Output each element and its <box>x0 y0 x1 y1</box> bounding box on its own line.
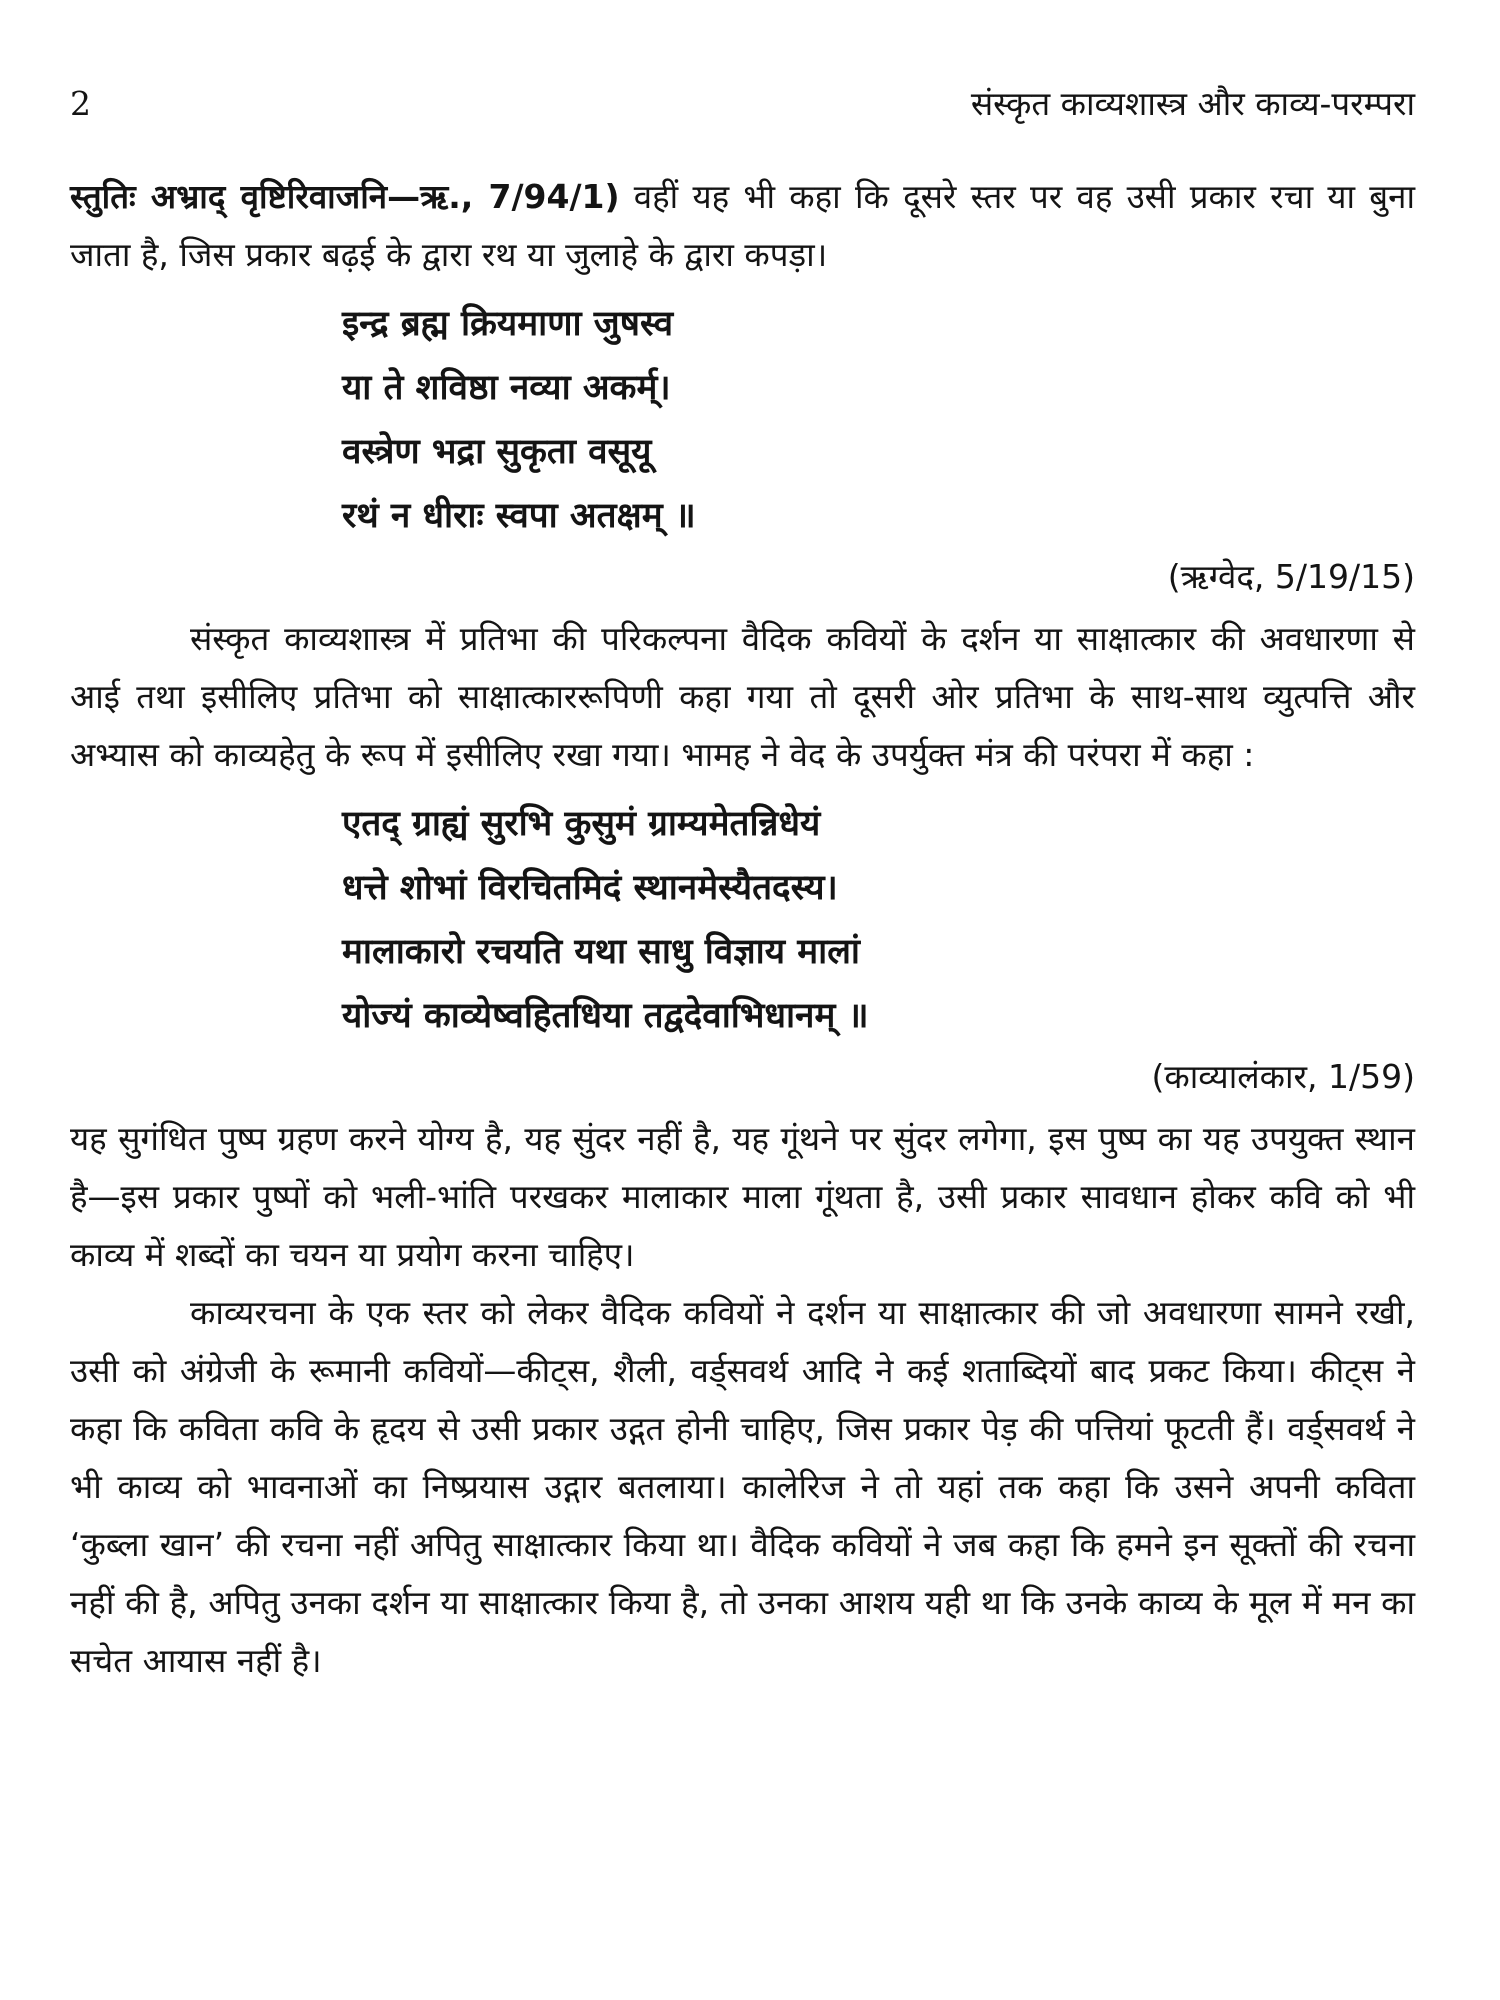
verse-line: धत्ते शोभां विरचितमिदं स्थानमेस्यैतदस्य। <box>342 868 838 908</box>
book-page <box>70 80 1415 1940</box>
paragraph-malakar: यह सुगंधित पुष्प ग्रहण करने योग्य है, यह सुंदर नहीं है, यह गूंथने पर सुंदर लगेगा, इस पुष्प का यह उपयुक्त स्थान है—इस प्रकार पुष्पों को भली-भांति परखकर मालाकार माला गूंथता है, उसी प्रकार सावधान होकर कवि को भी काव्य में शब्दों का चयन या प्रयोग करना चाहिए। <box>70 1119 1415 1274</box>
citation-rigveda: (ऋग्वेद, 5/19/15) <box>1167 557 1415 596</box>
verse-line: योज्यं काव्येष्वहितधिया तद्वदेवाभिधानम् ॥ <box>342 996 869 1036</box>
verse-line: एतद् ग्राह्यं सुरभि कुसुमं ग्राम्यमेतन्निधेयं <box>342 804 821 844</box>
page-header <box>70 80 1415 128</box>
verse-line: इन्द्र ब्रह्म क्रियमाणा जुषस्व <box>342 304 674 344</box>
verse-line: या ते शविष्ठा नव्या अकर्म्। <box>342 368 671 408</box>
intro-paragraph <box>70 168 1415 284</box>
verse-line: रथं न धीराः स्वपा अतक्षम् ॥ <box>342 496 696 536</box>
verse-rigveda <box>70 292 1415 548</box>
paragraph-pratibha: संस्कृत काव्यशास्त्र में प्रतिभा की परिकल्पना वैदिक कवियों के दर्शन या साक्षात्कार की अवधारणा से आई तथा इसीलिए प्रतिभा को साक्षात्काररूपिणी कहा गया तो दूसरी ओर प्रतिभा के साथ-साथ व्युत्पत्ति और अभ्यास को काव्यहेतु के रूप में इसीलिए रखा गया। भामह ने वेद के उपर्युक्त मंत्र की परंपरा में कहा : <box>70 619 1415 774</box>
citation-kavyalankar: (काव्यालंकार, 1/59) <box>1151 1057 1415 1096</box>
page-number: 2 <box>70 84 91 123</box>
intro-text: वहीं यह भी कहा कि दूसरे स्तर पर वह उसी प्रकार रचा या बुना जाता है, जिस प्रकार बढ़ई के द्वारा रथ या जुलाहे के द्वारा कपड़ा। <box>70 177 1416 274</box>
verse-line: वस्त्रेण भद्रा सुकृता वसूयू <box>342 432 652 472</box>
paragraph-romantic-poets: काव्यरचना के एक स्तर को लेकर वैदिक कवियों ने दर्शन या साक्षात्कार की जो अवधारणा सामने रखी, उसी को अंग्रेजी के रूमानी कवियों—कीट्स, शैली, वर्ड्सवर्थ आदि ने कई शताब्दियों बाद प्रकट किया। कीट्स ने कहा कि कविता कवि के हृदय से उसी प्रकार उद्गत होनी चाहिए, जिस प्रकार पेड़ की पत्तियां फूटती हैं। वर्ड्सवर्थ ने भी काव्य को भावनाओं का निष्प्रयास उद्गार बतलाया। कालेरिज ने तो यहां तक कहा कि उसने अपनी कविता ‘कुब्ला खान’ की रचना नहीं अपितु साक्षात्कार किया था। वैदिक कवियों ने जब कहा कि हमने इन सूक्तों की रचना नहीं की है, अपितु उनका दर्शन या साक्षात्कार किया है, तो उनका आशय यही था कि उनके काव्य के मूल में मन का सचेत आयास नहीं है। <box>70 1293 1415 1680</box>
intro-bold-lead: स्तुतिः अभ्राद् वृष्टिरिवाजनि—ऋ., 7/94/1) <box>70 177 620 216</box>
verse-line: मालाकारो रचयति यथा साधु विज्ञाय मालां <box>342 932 860 972</box>
running-title: संस्कृत काव्यशास्त्र और काव्य-परम्परा <box>970 84 1415 123</box>
verse-kavyalankar <box>70 792 1415 1048</box>
